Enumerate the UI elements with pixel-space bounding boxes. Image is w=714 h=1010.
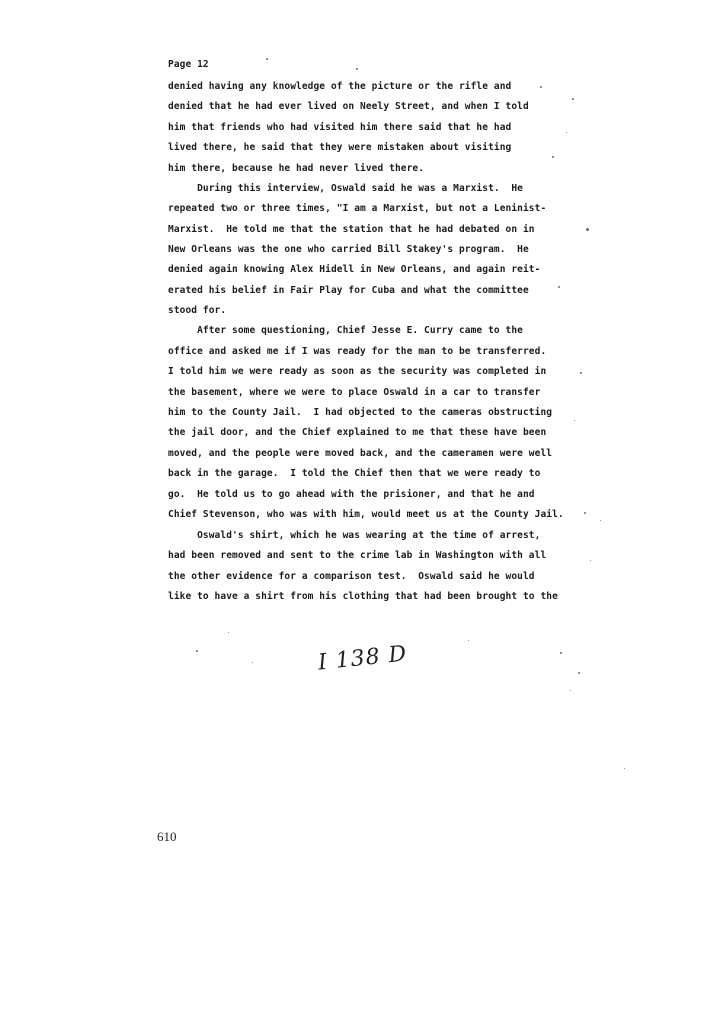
- body-line: back in the garage. I told the Chief then that we were ready to: [168, 468, 541, 479]
- body-line: lived there, he said that they were mistaken about visiting: [168, 142, 512, 153]
- body-line: After some questioning, Chief Jesse E. Curry came to the: [168, 325, 523, 336]
- body-line: denied having any knowledge of the picture or the rifle and: [168, 81, 512, 92]
- body-line: Oswald's shirt, which he was wearing at the time of arrest,: [168, 530, 541, 541]
- body-line: During this interview, Oswald said he was a Marxist. He: [168, 183, 523, 194]
- body-line: the basement, where we were to place Oswald in a car to transfer: [168, 387, 541, 398]
- body-line: stood for.: [168, 305, 227, 316]
- body-line: had been removed and sent to the crime lab in Washington with all: [168, 550, 547, 561]
- footer-page-number: 610: [157, 829, 177, 844]
- body-line: like to have a shirt from his clothing that had been brought to the: [168, 591, 558, 602]
- body-line: Marxist. He told me that the station that he had debated on in: [168, 224, 535, 235]
- body-line: denied that he had ever lived on Neely Street, and when I told: [168, 101, 529, 112]
- body-line: the other evidence for a comparison test. Oswald said he would: [168, 571, 535, 582]
- body-line: denied again knowing Alex Hidell in New Orleans, and again reit-: [168, 264, 541, 275]
- body-line: moved, and the people were moved back, and the cameramen were well: [168, 448, 553, 459]
- handwritten-exhibit-mark: I 138 D: [316, 641, 409, 676]
- page-header: Page 12: [168, 59, 209, 70]
- body-line: him to the County Jail. I had objected to the cameras obstructing: [168, 407, 553, 418]
- body-line: New Orleans was the one who carried Bill Stakey's program. He: [168, 244, 529, 255]
- body-line: him there, because he had never lived there.: [168, 163, 425, 174]
- body-line: him that friends who had visited him there said that he had: [168, 122, 512, 133]
- body-line: I told him we were ready as soon as the security was completed in: [168, 366, 547, 377]
- body-line: repeated two or three times, "I am a Marxist, but not a Leninist-: [168, 203, 547, 214]
- body-line: the jail door, and the Chief explained to me that these have been: [168, 427, 547, 438]
- body-line: erated his belief in Fair Play for Cuba and what the committee: [168, 285, 529, 296]
- body-line: go. He told us to go ahead with the prisioner, and that he and: [168, 489, 535, 500]
- body-line: office and asked me if I was ready for the man to be transferred.: [168, 346, 547, 357]
- body-line: Chief Stevenson, who was with him, would meet us at the County Jail.: [168, 509, 564, 520]
